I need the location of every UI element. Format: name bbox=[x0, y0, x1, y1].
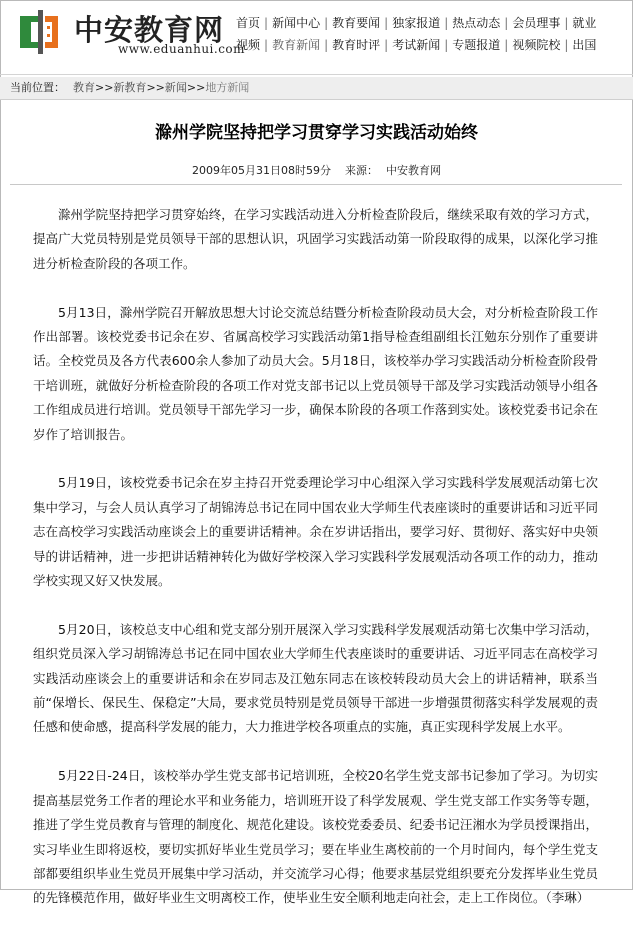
article-meta bbox=[0, 162, 633, 178]
breadcrumb-label: 当前位置： bbox=[10, 81, 65, 94]
nav-divider: | bbox=[324, 16, 329, 30]
site-logo[interactable] bbox=[14, 6, 246, 58]
nav-divider: | bbox=[504, 38, 509, 52]
nav-divider: | bbox=[264, 38, 269, 52]
nav-hot-topics[interactable]: 热点动态 bbox=[452, 16, 501, 30]
article-body bbox=[33, 203, 598, 935]
breadcrumb-item-local-news[interactable]: 地方新闻 bbox=[205, 81, 250, 94]
nav-divider: | bbox=[384, 16, 389, 30]
nav-divider: | bbox=[564, 16, 569, 30]
article-paragraph: 5月19日，该校党委书记余在岁主持召开党委理论学习中心组深入学习实践科学发展观活动第七次集中学习，与会人员认真学习了胡锦涛总书记在同中国农业大学师生代表座谈时的重要讲话和习近平同志在高校学习实践活动座谈会上的重要讲话精神。余在岁讲话指出，要学习好、贯彻好、落实好中央领导的讲话精神，进一步把讲话精神转化为做好学校深入学习实践科学发展观活动各项工作的动力，推动学校实现又好又快发展。 bbox=[33, 475, 598, 589]
nav-divider: | bbox=[504, 16, 509, 30]
breadcrumb-separator: > bbox=[146, 81, 156, 94]
article-paragraph: 5月22日-24日，该校举办学生党支部书记培训班，全校20名学生党支部书记参加了学习。为切实提高基层党务工作者的理论水平和业务能力，培训班开设了科学发展观、学生党支部工作实务等专题，推进了学生党员教育与管理的制度化、规范化建设。该校党委委员、纪委书记汪湘水为学员授课指出，实习毕业生即将返校，要切实抓好毕业生党员学习；要在毕业生离校前的一个月时间内，每个学生党支部都要组织毕业生党员开展集中学习活动，并交流学习心得；他要求基层党组织要充分发挥毕业生党员的先锋模范作用，做好毕业生文明离校工作，使毕业生安全顺利地走向社会，走上工作岗位。（李琳） bbox=[33, 768, 598, 906]
breadcrumb-separator: > bbox=[155, 81, 165, 94]
breadcrumb-item-education[interactable]: 教育 bbox=[73, 81, 95, 94]
nav-employment[interactable]: 就业 bbox=[572, 16, 597, 30]
breadcrumb-separator: > bbox=[95, 81, 105, 94]
nav-news-center[interactable]: 新闻中心 bbox=[272, 16, 321, 30]
breadcrumb-separator: > bbox=[104, 81, 114, 94]
nav-special-reports[interactable]: 专题报道 bbox=[452, 38, 501, 52]
nav-row-2 bbox=[236, 34, 633, 56]
article-source[interactable]: 中安教育网 bbox=[385, 164, 441, 177]
nav-exclusive-reports[interactable]: 独家报道 bbox=[392, 16, 441, 30]
nav-education-commentary[interactable]: 教育时评 bbox=[332, 38, 381, 52]
nav-study-abroad[interactable]: 出国 bbox=[572, 38, 597, 52]
nav-member-council[interactable]: 会员理事 bbox=[512, 16, 561, 30]
article-paragraph: 滁州学院坚持把学习贯穿始终，在学习实践活动进入分析检查阶段后，继续采取有效的学习方式，提高广大党员特别是党员领导干部的思想认识，巩固学习实践活动第一阶段取得的成果，以深化学习推进分析检查阶段的各项工作。 bbox=[33, 207, 598, 271]
nav-education-headlines[interactable]: 教育要闻 bbox=[332, 16, 381, 30]
article-date: 2009年05月31日08时59分 bbox=[192, 164, 331, 177]
nav-video-schools[interactable]: 视频院校 bbox=[512, 38, 561, 52]
article-source-label: 来源： bbox=[344, 164, 378, 177]
nav-divider: | bbox=[444, 38, 449, 52]
article-paragraph: 5月13日，滁州学院召开解放思想大讨论交流总结暨分析检查阶段动员大会，对分析检查阶段工作作出部署。该校党委书记余在岁、省属高校学习实践活动第1指导检查组副组长江勉东分别作了重要讲话。全校党员及各方代表600余人参加了动员大会。5月18日，该校举办学习实践活动分析检查阶段骨干培训班，就做好分析检查阶段的各项工作对党支部书记以上党员领导干部及学习实践活动领导小组各工作组成员进行培训。党员领导干部先学习一步，确保本阶段的各项工作落到实处。该校党委书记余在岁作了培训报告。 bbox=[33, 304, 598, 442]
nav-video[interactable]: 视频 bbox=[236, 38, 261, 52]
nav-divider: | bbox=[564, 38, 569, 52]
nav-divider: | bbox=[444, 16, 449, 30]
article-title: 滁州学院坚持把学习贯穿学习实践活动始终 bbox=[155, 123, 478, 143]
article-paragraph: 5月20日，该校总支中心组和党支部分别开展深入学习实践科学发展观活动第七次集中学习活动，组织党员深入学习胡锦涛总书记在同中国农业大学师生代表座谈时的重要讲话、习近平同志在高校学习实践活动座谈会上的重要讲话和余在岁同志及江勉东同志在该校转段动员大会上的讲话精神，联系当前“保增长、保民生、保稳定”大局，要求党员特别是党员领导干部进一步增强贯彻落实科学发展观的责任感和使命感，提高科学发展的能力，大力推进学校各项重点的实施，真正实现科学发展上水平。 bbox=[33, 621, 598, 735]
breadcrumb bbox=[0, 77, 633, 100]
breadcrumb-separator: > bbox=[196, 81, 206, 94]
nav-row-1 bbox=[236, 12, 633, 34]
logo-mark-icon bbox=[14, 10, 66, 54]
logo-url: www.eduanhui.com bbox=[118, 42, 246, 56]
site-header bbox=[0, 0, 633, 64]
meta-divider bbox=[10, 184, 622, 185]
logo-text: 中安教育网 bbox=[74, 13, 225, 47]
breadcrumb-item-news[interactable]: 新闻 bbox=[164, 81, 187, 94]
header-divider bbox=[0, 74, 633, 75]
nav-home[interactable]: 首页 bbox=[236, 16, 261, 30]
breadcrumb-separator: > bbox=[186, 81, 197, 94]
nav-education-news[interactable]: 教育新闻 bbox=[272, 38, 321, 52]
nav-divider: | bbox=[384, 38, 389, 52]
breadcrumb-item-new-education[interactable]: 新教育 bbox=[113, 81, 147, 94]
nav-exam-news[interactable]: 考试新闻 bbox=[392, 38, 441, 52]
nav-divider: | bbox=[324, 38, 329, 52]
main-nav bbox=[236, 12, 633, 56]
nav-divider: | bbox=[264, 16, 269, 30]
